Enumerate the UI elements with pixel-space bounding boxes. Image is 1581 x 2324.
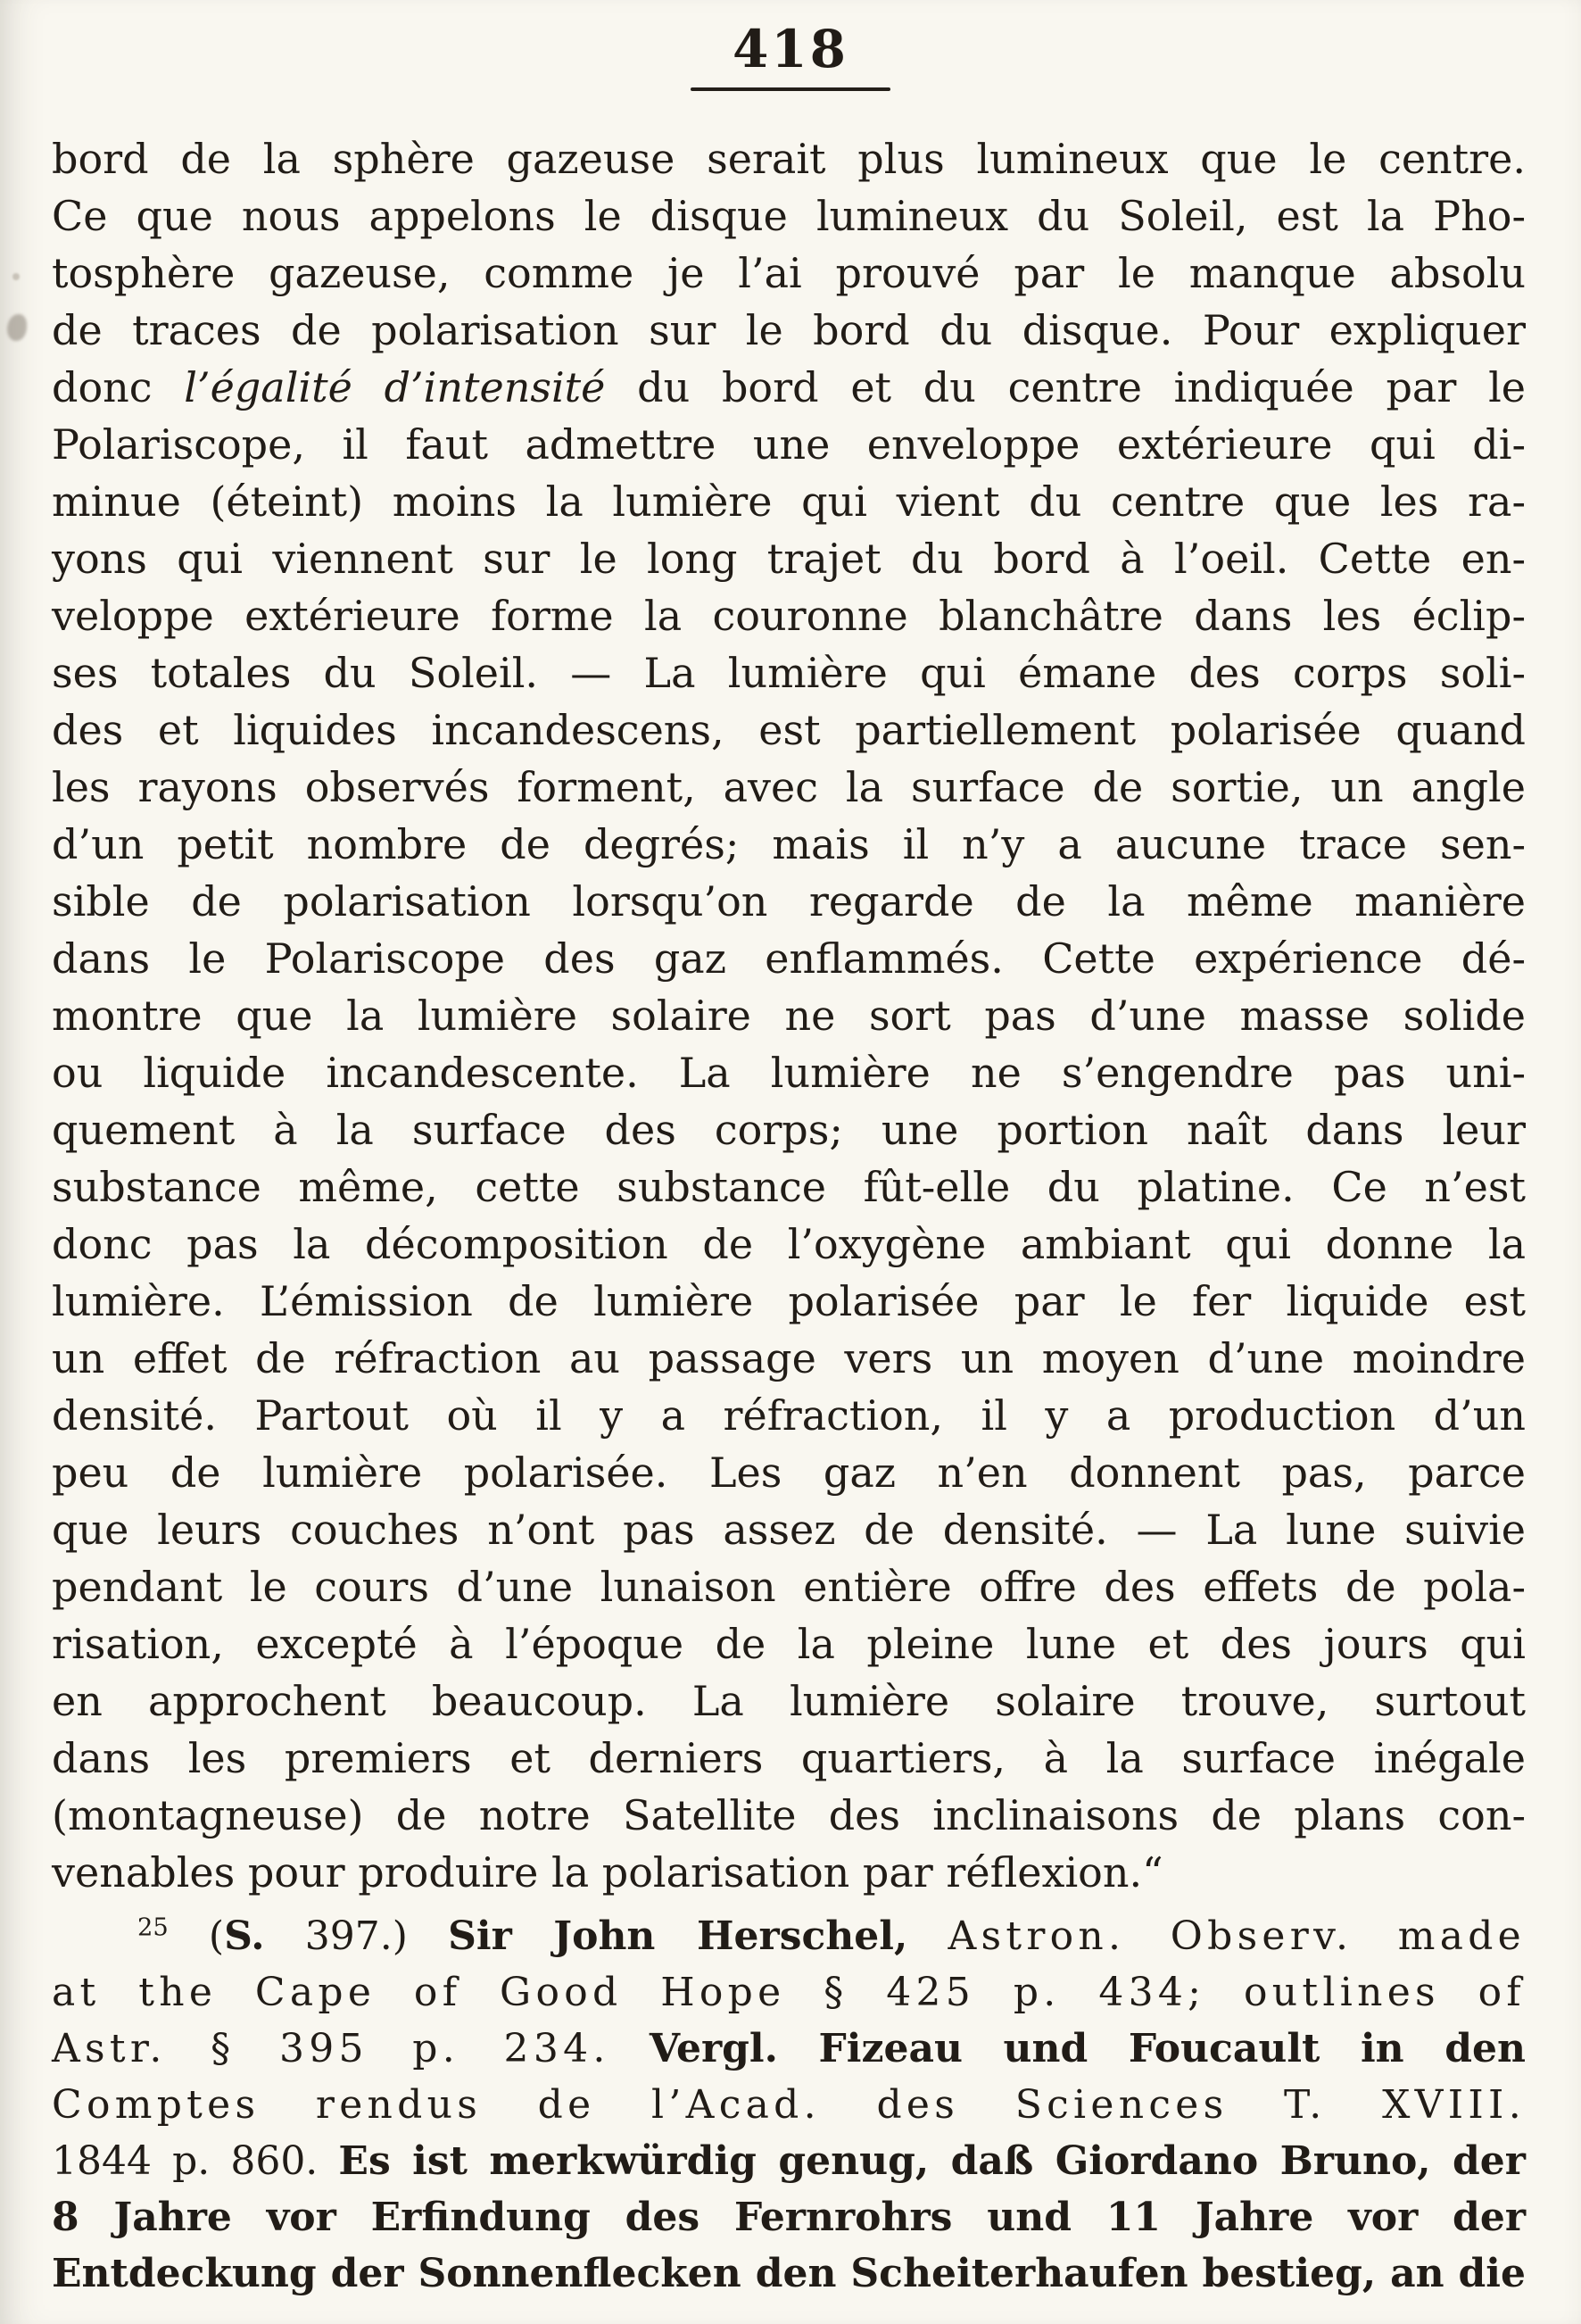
text-segment: sible de polarisation lorsqu’on regarde de la même manière	[52, 877, 1526, 925]
text-line	[52, 1101, 1526, 1158]
text-segment: Es ist merkwürdig genug, daß Giordano Bruno, der	[338, 2138, 1526, 2184]
text-segment: que leurs couches n’ont pas assez de densité. — La lune suivie	[52, 1506, 1526, 1554]
text-segment	[907, 1913, 948, 1959]
text-segment: l’égalité d’intensité	[184, 363, 606, 411]
text-segment: des et liquides incandescens, est partiellement polarisée quand	[52, 706, 1526, 754]
header-rule	[691, 87, 890, 91]
text-line	[52, 416, 1526, 473]
text-line	[52, 1558, 1526, 1615]
text-segment: ses totales du Soleil. — La lumière qui émane des corps soli-	[52, 649, 1526, 697]
text-line	[52, 1501, 1526, 1558]
text-line	[52, 130, 1526, 187]
text-line	[52, 644, 1526, 701]
text-line	[52, 245, 1526, 302]
text-segment: venables pour produire la polarisation par réflexion.“	[52, 1848, 1163, 1897]
text-line	[52, 1444, 1526, 1501]
text-segment: lumière. L’émission de lumière polarisée par le fer liquide est	[52, 1277, 1526, 1325]
text-line	[52, 701, 1526, 759]
text-segment: risation, excepté à l’époque de la pleine lune et des jours qui	[52, 1620, 1526, 1668]
text-segment: minue (éteint) moins la lumière qui vient du centre que les ra-	[52, 477, 1526, 526]
text-line	[52, 1387, 1526, 1444]
text-segment: de traces de polarisation sur le bord du disque. Pour expliquer	[52, 306, 1526, 354]
text-segment: 1844 p. 860.	[52, 2138, 339, 2184]
text-line	[52, 473, 1526, 530]
text-line	[52, 1787, 1526, 1844]
page-header	[0, 0, 1581, 91]
text-segment: peu de lumière polarisée. Les gaz n’en donnent pas, parce	[52, 1448, 1526, 1497]
text-line	[52, 873, 1526, 930]
text-segment: donc	[52, 363, 185, 411]
text-segment: Astr. § 395 p. 234.	[52, 2026, 610, 2071]
text-line	[52, 359, 1526, 416]
text-segment: at the Cape of Good Hope § 425 p. 434; outlines of	[52, 1970, 1526, 2015]
text-segment: densité. Partout où il y a réfraction, il y a production d’un	[52, 1391, 1526, 1440]
text-segment: yons qui viennent sur le long trajet du bord à l’oeil. Cette en-	[52, 535, 1526, 583]
text-line	[52, 1615, 1526, 1672]
main-text	[0, 130, 1581, 1901]
text-line	[52, 1044, 1526, 1101]
text-line	[52, 930, 1526, 987]
text-segment: tosphère gazeuse, comme je l’ai prouvé par le manque absolu	[52, 249, 1526, 297]
text-line	[52, 530, 1526, 587]
text-segment: Sir John Herschel,	[448, 1913, 908, 1959]
text-line	[52, 816, 1526, 873]
text-segment: (montagneuse) de notre Satellite des inclinaisons de plans con-	[52, 1791, 1526, 1839]
text-segment: 8 Jahre vor Erfindung des Fernrohrs und 11 Jahre vor der	[52, 2195, 1526, 2240]
text-line	[52, 587, 1526, 644]
text-segment: Ce que nous appelons le disque lumineux du Soleil, est la Pho-	[52, 192, 1526, 240]
text-line	[52, 2189, 1526, 2245]
text-segment: du bord et du centre indiquée par le	[605, 363, 1527, 411]
text-segment: donc pas la décomposition de l’oxygène ambiant qui donne la	[52, 1220, 1526, 1268]
text-segment: pendant le cours d’une lunaison entière offre des effets de pola-	[52, 1563, 1526, 1611]
text-segment: 25	[137, 1913, 169, 1942]
text-segment: dans les premiers et derniers quartiers, à la surface inégale	[52, 1734, 1526, 1782]
text-segment	[610, 2026, 650, 2071]
text-line	[52, 1672, 1526, 1730]
text-segment: S.	[224, 1913, 265, 1959]
text-line	[52, 2077, 1526, 2133]
page-number: 418	[732, 19, 849, 79]
footnote-text	[0, 1908, 1581, 2302]
text-line	[52, 2245, 1526, 2302]
text-segment: bord de la sphère gazeuse serait plus lumineux que le centre.	[52, 135, 1526, 183]
text-segment: Entdeckung der Sonnenflecken den Scheiterhaufen bestieg, an die	[52, 2251, 1526, 2296]
text-line	[52, 2021, 1526, 2077]
text-line	[52, 302, 1526, 359]
text-segment: Comptes rendus de l’Acad. des Sciences T. XVIII.	[52, 2082, 1526, 2128]
text-segment: en approchent beaucoup. La lumière solaire trouve, surtout	[52, 1677, 1526, 1725]
text-segment: d’un petit nombre de degrés; mais il n’y a aucune trace sen-	[52, 820, 1526, 868]
text-segment: Astron. Observ. made	[948, 1913, 1526, 1959]
text-segment: Vergl. Fizeau und Foucault in den	[649, 2026, 1526, 2071]
text-line	[52, 1964, 1526, 2021]
text-line	[52, 759, 1526, 816]
text-segment: Polariscope, il faut admettre une enveloppe extérieure qui di-	[52, 420, 1526, 469]
text-line	[52, 1908, 1526, 1964]
text-line	[52, 1330, 1526, 1387]
text-line	[52, 1273, 1526, 1330]
text-line	[52, 1844, 1526, 1901]
margin-speck	[12, 273, 20, 280]
text-line	[52, 1158, 1526, 1216]
text-segment: les rayons observés forment, avec la surface de sortie, un angle	[52, 763, 1526, 811]
text-segment: montre que la lumière solaire ne sort pas d’une masse solide	[52, 992, 1526, 1040]
text-segment: veloppe extérieure forme la couronne blanchâtre dans les éclip-	[52, 592, 1526, 640]
text-segment: quement à la surface des corps; une portion naît dans leur	[52, 1106, 1526, 1154]
text-segment: (	[168, 1913, 225, 1959]
text-line	[52, 187, 1526, 245]
text-segment: un effet de réfraction au passage vers un moyen d’une moindre	[52, 1334, 1526, 1382]
text-segment: 397.)	[264, 1913, 449, 1959]
text-line	[52, 987, 1526, 1044]
text-line	[52, 2133, 1526, 2189]
text-segment: substance même, cette substance fût-elle du platine. Ce n’est	[52, 1163, 1526, 1211]
text-line	[52, 1216, 1526, 1273]
text-segment: dans le Polariscope des gaz enflammés. Cette expérience dé-	[52, 934, 1526, 983]
text-segment: ou liquide incandescente. La lumière ne s’engendre pas uni-	[52, 1049, 1526, 1097]
text-line	[52, 1730, 1526, 1787]
